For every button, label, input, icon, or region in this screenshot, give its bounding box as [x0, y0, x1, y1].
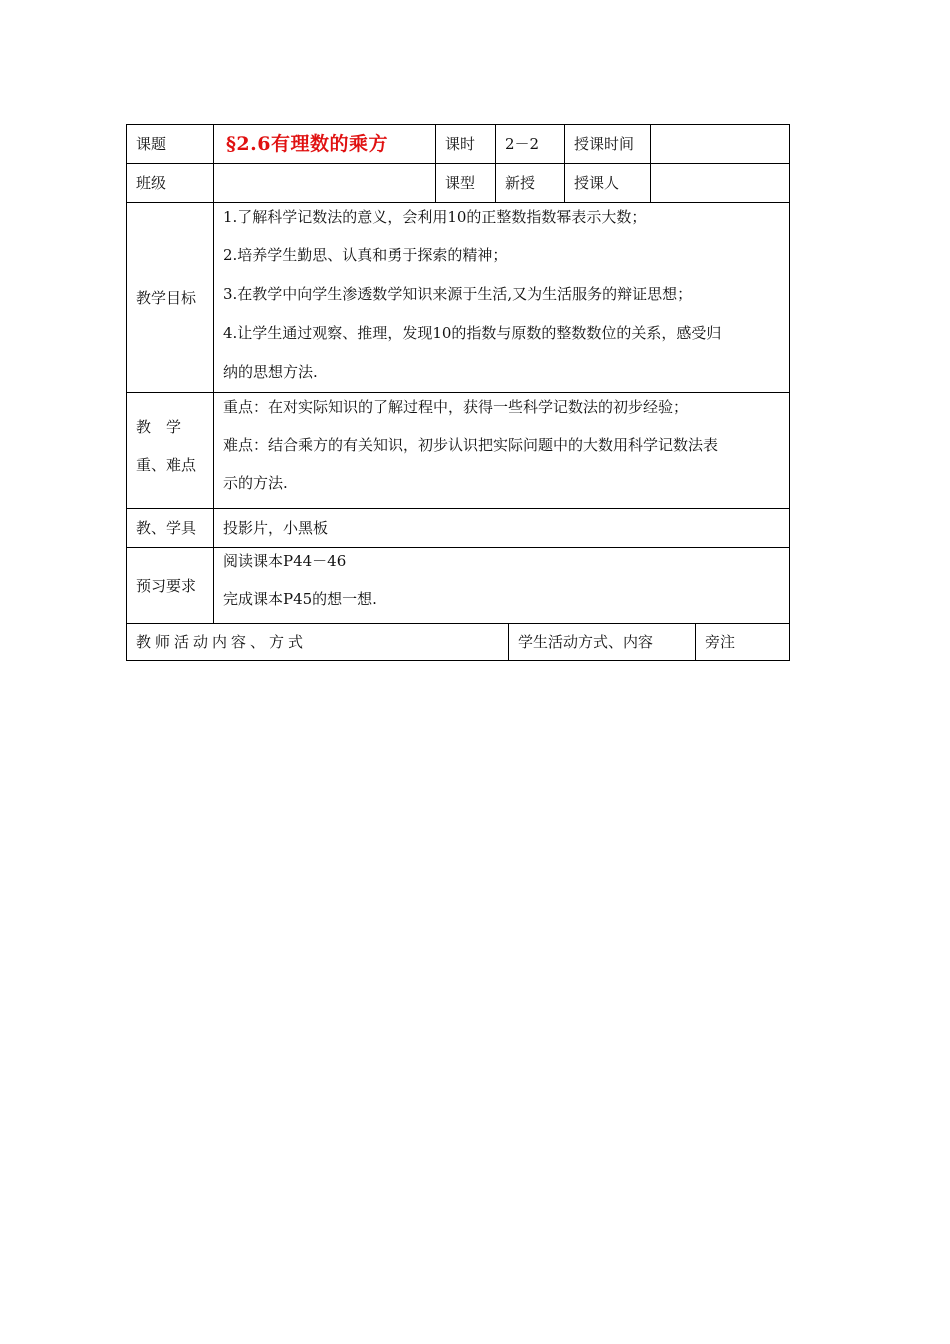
preview-label: 预习要求 — [136, 576, 197, 595]
keypoint-item: 难点：结合乘方的有关知识，初步认识把实际问题中的大数用科学记数法表 — [223, 436, 719, 454]
objectives-content-cell — [213, 202, 789, 392]
period-label: 课时 — [445, 135, 476, 153]
period-value: 2－2 — [505, 135, 540, 153]
time-label: 授课时间 — [574, 135, 635, 153]
objective-item: 2.培养学生勤思、认真和勇于探索的精神； — [223, 246, 508, 264]
keypoint-item: 重点：在对实际知识的了解过程中，获得一些科学记数法的初步经验； — [223, 398, 689, 416]
objective-item: 1.了解科学记数法的意义，会利用10的正整数指数幂表示大数； — [223, 208, 647, 226]
time-value-cell — [650, 125, 789, 163]
preview-label-cell — [127, 547, 213, 623]
keypoint-item: 示的方法. — [223, 474, 288, 492]
type-label: 课型 — [445, 174, 476, 192]
topic-title-cell — [213, 125, 435, 163]
teacher-label-cell — [564, 163, 650, 202]
teacher-activity-header: 教师活动内容、方式 — [136, 633, 308, 651]
objective-item: 3.在教学中向学生渗透数学知识来源于生活,又为生活服务的辩证思想； — [223, 285, 693, 303]
notes-header-cell — [695, 623, 789, 660]
keypoints-label-line1: 教 学 — [136, 418, 182, 436]
class-label-cell — [127, 163, 213, 202]
student-activity-header: 学生活动方式、内容 — [518, 633, 654, 651]
keypoints-label-line2: 重、难点 — [136, 456, 197, 474]
time-label-cell — [564, 125, 650, 163]
period-value-cell — [495, 125, 564, 163]
teacher-value-cell — [650, 163, 789, 202]
tools-label: 教、学具 — [136, 519, 197, 537]
teacher-activity-header-cell — [127, 623, 508, 660]
student-activity-header-cell — [508, 623, 695, 660]
objectives-label: 教学目标 — [136, 288, 197, 307]
objective-item: 4.让学生通过观察、推理，发现10的指数与原数的整数数位的关系，感受归 — [223, 324, 722, 342]
class-label: 班级 — [136, 174, 167, 192]
tools-value: 投影片，小黑板 — [223, 519, 329, 537]
preview-item: 完成课本P45的想一想. — [223, 590, 377, 608]
lesson-title: §2.6有理数的乘方 — [226, 133, 388, 155]
keypoints-content-cell — [213, 392, 789, 508]
objective-item: 纳的思想方法. — [223, 363, 318, 381]
objectives-label-cell — [127, 202, 213, 392]
tools-value-cell — [213, 508, 789, 547]
period-label-cell — [435, 125, 495, 163]
topic-label-cell — [127, 125, 213, 163]
topic-label: 课题 — [136, 135, 167, 153]
tools-label-cell — [127, 508, 213, 547]
type-value: 新授 — [505, 174, 536, 192]
preview-content-cell — [213, 547, 789, 623]
teacher-label: 授课人 — [574, 174, 620, 192]
type-value-cell — [495, 163, 564, 202]
preview-item: 阅读课本P44－46 — [223, 552, 347, 570]
class-value-cell — [213, 163, 435, 202]
type-label-cell — [435, 163, 495, 202]
lesson-plan-table — [126, 124, 790, 661]
keypoints-label-cell — [127, 392, 213, 508]
notes-header: 旁注 — [705, 633, 736, 651]
